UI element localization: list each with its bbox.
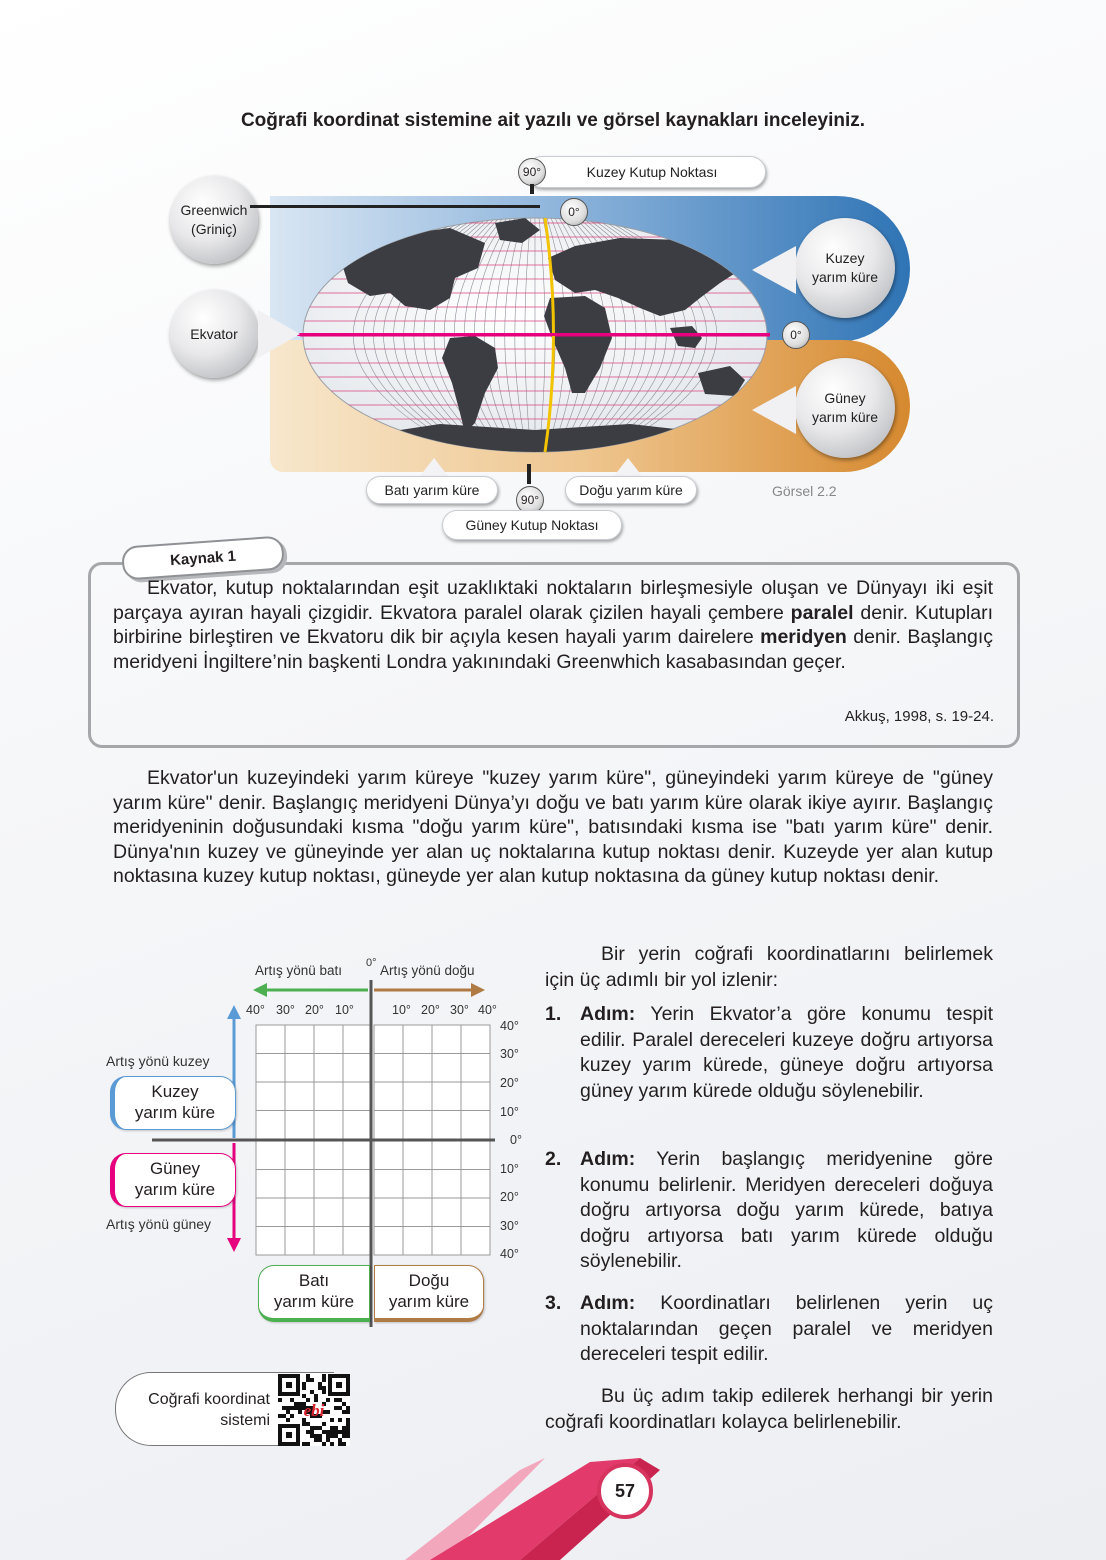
west-tick: 40° [246,1003,265,1017]
south-direction-label: Artış yönü güney [106,1216,212,1232]
grid-south-hemi-2: yarım küre [134,1180,216,1199]
qr-module [346,1418,350,1422]
qr-module [302,1386,306,1390]
qr-module [318,1382,322,1386]
grid-cell [432,1025,461,1054]
grid-cell [374,1198,403,1227]
qr-module [318,1434,322,1438]
step-2-number: 2. [545,1148,562,1170]
qr-module [294,1406,298,1410]
qr-module [330,1418,334,1422]
grid-east-hemi-2: yarım küre [388,1292,470,1311]
steps-outro-text: Bu üç adım takip edilerek herhangi bir yerin coğrafi koordinatları kolayca belirlenebilir. [545,1385,993,1433]
north-direction-label: Artış yönü kuzey [106,1053,210,1069]
grid-cell [314,1025,343,1054]
grid-cell [256,1141,285,1170]
grid-cell [314,1170,343,1199]
grid-cell [256,1025,285,1054]
north-pole-arrow [530,184,534,194]
qr-module [310,1430,314,1434]
north-hemi-box [110,1076,236,1130]
grid-cell [256,1170,285,1199]
grid-cell [461,1111,490,1140]
grid-cell [285,1198,314,1227]
steps-intro-text: Bir yerin coğrafi koordinatlarını belirlemek için üç adımlı bir yol izlenir: [545,943,993,991]
south-tick: 40° [500,1247,519,1261]
west-tick: 30° [276,1003,295,1017]
grid-cell [343,1025,372,1054]
step-1 [545,1002,993,1104]
globe-graticule [300,198,770,456]
south-pole-degree: 90° [516,486,544,514]
meridian-degree: 0° [560,198,588,226]
grid-cell [403,1170,432,1199]
qr-module [286,1418,290,1422]
grid-cell [314,1227,343,1256]
qr-module [346,1406,350,1410]
north-hemi-label-2: yarım küre [811,269,879,285]
source-text [113,576,993,674]
qr-module [346,1422,350,1426]
page-heading: Coğrafi koordinat sistemine ait yazılı ve görsel kaynakları inceleyiniz. [240,110,866,131]
grid-north-hemi-2: yarım küre [134,1103,216,1122]
grid-cell [374,1054,403,1083]
equator-line [270,333,770,336]
grid-cell [374,1111,403,1140]
equator-ball [170,290,258,378]
source-tab: Kaynak 1 [121,535,285,580]
qr-module [322,1378,326,1382]
grid-north-hemi-1: Kuzey [151,1082,199,1101]
qr-module [306,1422,310,1426]
grid-cell [314,1082,343,1111]
qr-module [278,1414,282,1418]
qr-module [342,1430,346,1434]
step-2 [545,1147,993,1275]
qr-module [322,1386,326,1390]
grid-cell [432,1198,461,1227]
south-hemisphere-ball [795,358,895,458]
grid-cell [403,1054,432,1083]
grid-cell [343,1082,372,1111]
qr-module [286,1410,290,1414]
qr-module [346,1426,350,1430]
step-1-number: 1. [545,1003,562,1025]
qr-module [282,1414,286,1418]
grid-cell [374,1227,403,1256]
south-tick: 30° [500,1219,519,1233]
qr-module [322,1430,326,1434]
qr-module [306,1430,310,1434]
qr-module [290,1406,294,1410]
south-hemi-box [110,1153,236,1207]
grid-cell [343,1111,372,1140]
east-hemi-arrow [614,458,642,476]
east-tick: 20° [421,1003,440,1017]
west-hemisphere-label: Batı yarım küre [366,476,498,504]
qr-module [334,1406,338,1410]
equator-arrow [258,310,300,358]
greenwich-label-1: Greenwich [180,202,248,218]
south-hemisphere-arrow [752,386,796,434]
grid-cell [374,1025,403,1054]
qr-module [290,1398,294,1402]
qr-code-icon[interactable] [278,1374,350,1446]
east-tick: 10° [392,1003,411,1017]
step-3 [545,1291,993,1368]
west-hemi-arrow [420,458,448,476]
page-number: 57 [614,1480,636,1501]
qr-module [334,1430,338,1434]
north-pole-degree: 90° [518,158,546,186]
south-hemi-label-2: yarım küre [811,409,879,425]
equator-label: Ekvator [190,325,238,342]
qr-module [342,1426,346,1430]
qr-module [306,1374,310,1378]
qr-module [342,1410,346,1414]
source-text-3: denir. Başlangıç meridyeni İngiltere’nin başkenti Londra yakınındaki Greenwhich kasabasından geçer. [113,626,993,673]
page-number-circle [597,1463,653,1519]
grid-cell [285,1054,314,1083]
north-tick: 30° [500,1047,519,1061]
grid-cell [256,1054,285,1083]
qr-module [282,1406,286,1410]
qr-module [330,1430,334,1434]
qr-module [330,1434,334,1438]
south-tick: 20° [500,1190,519,1204]
grid-cell [374,1082,403,1111]
grid-west-hemi-2: yarım küre [273,1292,355,1311]
step-2-title: Adım: [580,1148,636,1170]
qr-module [322,1374,326,1378]
qr-module [310,1390,314,1394]
qr-module [310,1426,314,1430]
grid-east-hemi-1: Doğu [408,1271,450,1290]
grid-cell [432,1054,461,1083]
source-text-2: denir. Kutupları birbirine birleştiren ve Ekvatoru dik bir açıyla kesen hayali yarım dairelere [113,601,993,648]
qr-module [338,1398,342,1402]
qr-module [338,1418,342,1422]
footer-swoosh [0,1440,1106,1560]
qr-module [338,1430,342,1434]
north-tick: 20° [500,1076,519,1090]
grid-cell [343,1141,372,1170]
grid-cell [432,1170,461,1199]
step-1-text: Yerin Ekvator’a göre konumu tespit edilir. Paralel dereceleri kuzeye doğru artıyorsa kuzey yarım kürede, güneye doğru artıyorsa güney yarım kürede olduğu söylenebilir. [580,1003,993,1102]
qr-module [286,1406,290,1410]
west-tick: 20° [305,1003,324,1017]
qr-module [298,1406,302,1410]
grid-cell [285,1227,314,1256]
grid-cell [314,1111,343,1140]
qr-module [334,1434,338,1438]
greenwich-label-2: (Griniç) [191,221,237,237]
qr-module [314,1426,318,1430]
qr-module [298,1402,302,1406]
grid-cell [343,1198,372,1227]
north-hemisphere-ball [795,218,895,318]
qr-module [314,1394,318,1398]
qr-module [314,1434,318,1438]
grid-cell [285,1170,314,1199]
source-citation: Akkuş, 1998, s. 19-24. [844,708,994,725]
south-tick: 10° [500,1162,519,1176]
grid-cell [374,1170,403,1199]
source-text-1: Ekvator, kutup noktalarından eşit uzaklıktaki noktaların birleşmesiyle oluşan ve Dünyayı iki eşit parçaya ayıran hayali çizgidir. Ekvatora paralel olarak çizilen hayali çembere [113,577,993,624]
grid-cell [461,1082,490,1111]
grid-cell [432,1111,461,1140]
qr-module [326,1410,330,1414]
qr-label-2: sistemi [220,1412,270,1429]
grid-cell [285,1111,314,1140]
grid-cell [374,1141,403,1170]
grid-cell [403,1227,432,1256]
grid-cell [256,1082,285,1111]
grid-cell [403,1111,432,1140]
east-tick: 30° [450,1003,469,1017]
grid-cell [343,1054,372,1083]
equator-degree: 0° [782,321,810,349]
qr-module [326,1434,330,1438]
qr-module [294,1402,298,1406]
west-hemi-box [258,1265,370,1322]
grid-cell [461,1141,490,1170]
grid-cell [403,1141,432,1170]
grid-cell [432,1141,461,1170]
north-pole-label: Kuzey Kutup Noktası [526,156,766,188]
qr-module [290,1414,294,1418]
step-3-number: 3. [545,1292,562,1314]
grid-cell [461,1025,490,1054]
east-direction-label: Artış yönü doğu [380,963,475,978]
greenwich-ball [170,176,258,264]
grid-cell [403,1198,432,1227]
grid-cell [256,1111,285,1140]
qr-label [122,1389,270,1431]
qr-module [334,1398,338,1402]
qr-module [278,1398,282,1402]
qr-module [338,1406,342,1410]
qr-module [318,1426,322,1430]
grid-cell [285,1082,314,1111]
west-tick: 10° [335,1003,354,1017]
south-pole-label: Güney Kutup Noktası [442,510,622,540]
grid-cell [314,1054,343,1083]
grid-cell [285,1025,314,1054]
qr-module [342,1402,346,1406]
grid-cell [432,1227,461,1256]
grid-cell [461,1227,490,1256]
qr-module [326,1398,330,1402]
qr-module [342,1434,346,1438]
grid-cell [285,1141,314,1170]
step-1-title: Adım: [580,1003,636,1025]
qr-module [330,1426,334,1430]
world-map-figure [0,150,1106,550]
qr-module [346,1410,350,1414]
south-hemi-label-1: Güney [824,390,866,406]
zero-right-label: 0° [510,1133,522,1147]
grid-cell [256,1198,285,1227]
grid-cell [432,1082,461,1111]
qr-module [302,1382,306,1386]
north-hemisphere-arrow [752,246,796,294]
south-pole-arrow [527,464,531,484]
step-2-text: Yerin başlangıç meridyenine göre konumu belirlenir. Meridyen dereceleri doğuya doğru artıyorsa doğu yarım kürede, batıya doğru artıyorsa batı yarım kürede olduğu söylenebilir. [580,1148,993,1272]
grid-cell [403,1025,432,1054]
north-tick: 40° [500,1019,519,1033]
term-meridyen: meridyen [760,626,847,648]
qr-module [302,1394,306,1398]
grid-cell [343,1227,372,1256]
greenwich-arrow [250,205,540,208]
steps-intro [545,942,993,993]
qr-logo: ebi [303,1401,325,1420]
qr-module [322,1390,326,1394]
grid-south-hemi-1: Güney [149,1159,201,1178]
east-hemi-box [374,1265,484,1322]
qr-module [346,1434,350,1438]
grid-cell [461,1054,490,1083]
figure-caption: Görsel 2.2 [772,483,837,499]
step-3-title: Adım: [580,1292,636,1314]
zero-top-label: 0° [366,957,377,969]
qr-module [334,1426,338,1430]
body-paragraph: Ekvator'un kuzeyindeki yarım küreye "kuzey yarım küre", güneyindeki yarım küreye de "güney yarım küre" denir. Başlangıç meridyeni Dünya’yı doğu ve batı yarım küre olarak ikiye ayırır. Başlangıç meridyeninin doğusundaki kısma "doğu yarım küre", batısındaki kısma ise "batı yarım küre" denir. Dünya'nın kuzey ve güneyinde yer alan uç noktalarına kutup noktası denir. Kuzeyde yer alan kutup noktasına kuzey kutup noktası, güneyde yer alan kutup noktasına da güney kutup noktası denir. [113,767,993,887]
north-tick: 10° [500,1105,519,1119]
qr-module [346,1430,350,1434]
step-3-text: Koordinatları belirlenen yerin uç noktalarından geçen paralel ve meridyen dereceleri tespit edilir. [580,1292,993,1365]
qr-module [310,1434,314,1438]
grid-west-hemi-1: Batı [298,1271,330,1290]
steps-outro [545,1384,993,1435]
term-paralel: paralel [790,601,854,624]
qr-module [322,1422,326,1426]
grid-cell [403,1082,432,1111]
qr-module [326,1430,330,1434]
grid-cell [343,1170,372,1199]
grid-cell [461,1198,490,1227]
grid-cell [256,1227,285,1256]
coordinate-diagram [100,955,520,1335]
east-hemisphere-label: Doğu yarım küre [565,476,697,504]
qr-label-1: Coğrafi koordinat [148,1391,270,1408]
qr-module [302,1422,306,1426]
grid-cell [314,1198,343,1227]
north-hemi-label-1: Kuzey [825,250,865,266]
qr-module [298,1410,302,1414]
grid-cell [314,1141,343,1170]
qr-module [310,1378,314,1382]
west-direction-label: Artış yönü batı [255,963,343,978]
grid-cell [461,1170,490,1199]
east-tick: 40° [478,1003,497,1017]
qr-module [306,1378,310,1382]
qr-module [318,1386,322,1390]
